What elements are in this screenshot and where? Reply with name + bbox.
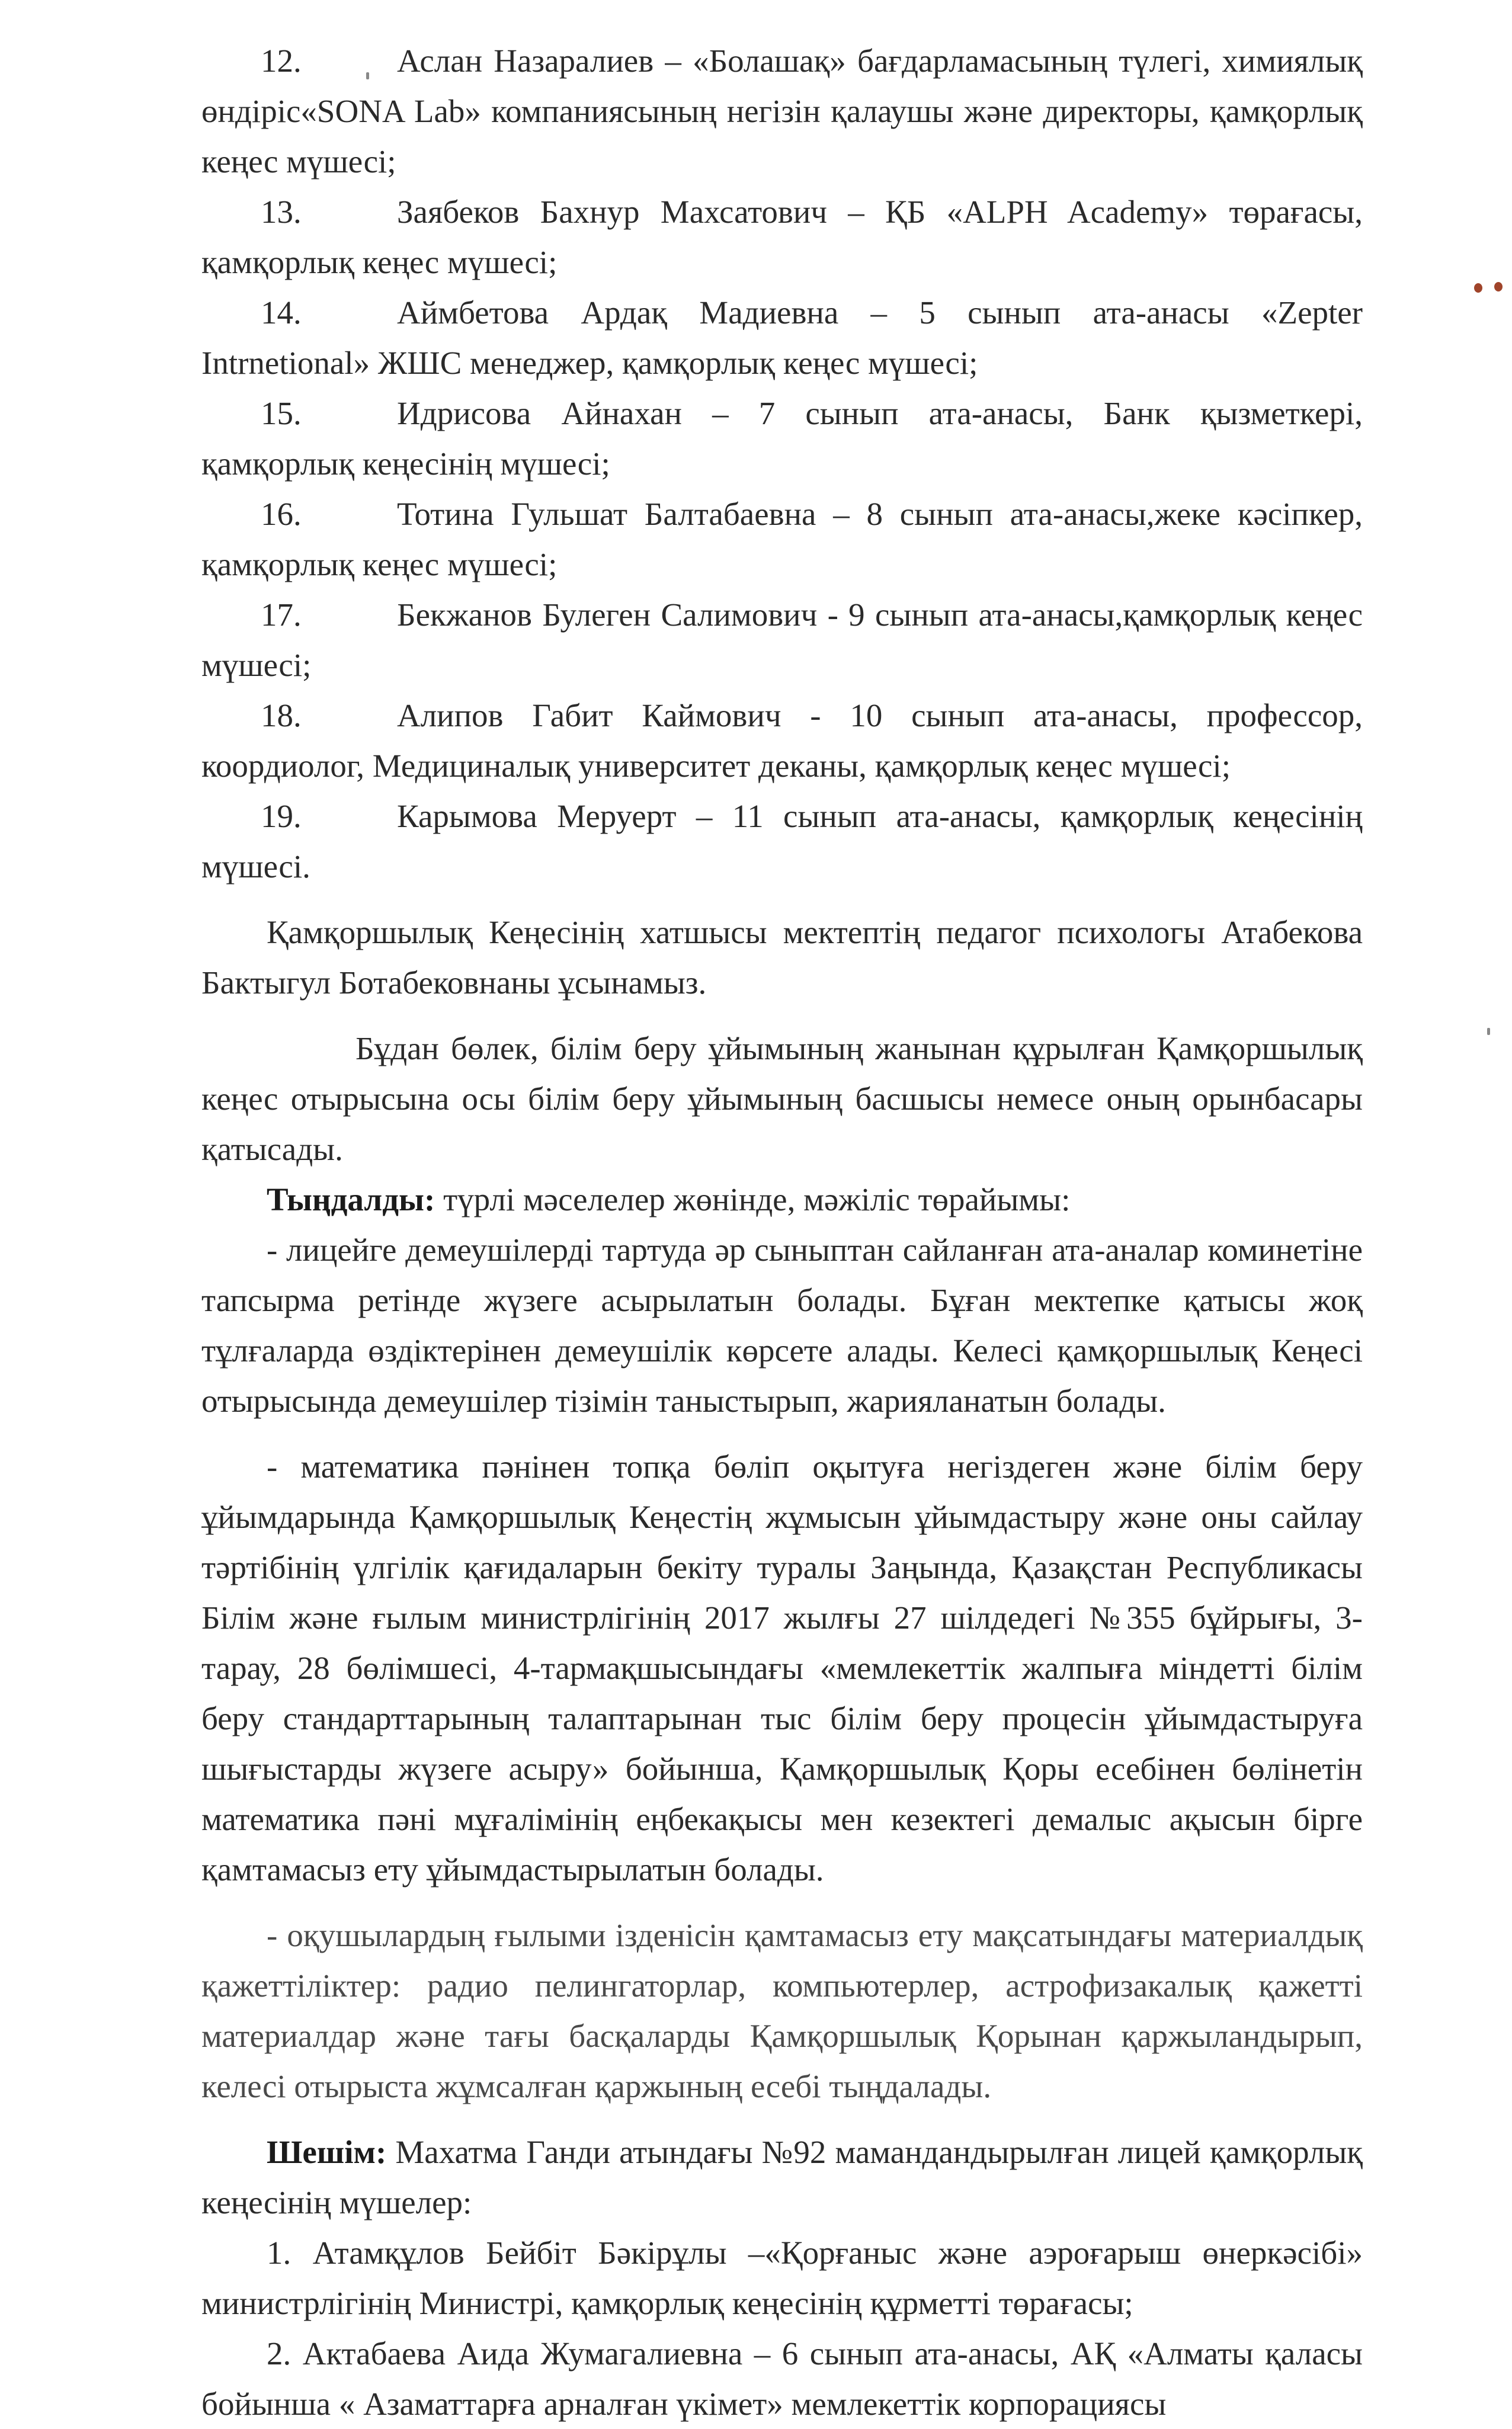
heard-point: - математика пәнінен топқа бөліп оқытуға негіздеген және білім беру ұйымдарында Қамқоршылық Кеңестің жұмысын ұйымдастыру және оны сайлау тәртібінің үлгілік қағидаларын бекіту туралы Заңында, Қазақстан Республикасы Білім және ғылым министрлігінің 2017 жылғы 27 шілдедегі №355 бұйрығы, 3-тарау, 28 бөлімшесі, 4-тармақшысындағы «мемлекеттік жалпыға міндетті білім беру стандарттарының талаптарынан тыс білім беру процесін ұйымдастыруға шығыстарды жүзеге асыру» бойынша, Қамқоршылық Қоры есебінен бөлінетін математика пәні мұғалімінің еңбекақысы мен кезектегі демалыс ақысын бірге қамтамасыз ету ұйымдастырылатын болады. <box>201 1449 1363 1888</box>
decision-intro <box>201 2127 1363 2228</box>
item-text: Бекжанов Булеген Салимович - 9 сынып ата-анасы,қамқорлық кеңес мүшесі; <box>201 597 1363 683</box>
item-number: 14. <box>261 294 302 331</box>
member-item-12 <box>201 36 1363 187</box>
heard-section <box>201 1174 1363 2111</box>
decision-intro-text: Махатма Ганди атындағы №92 мамандандырылған лицей қамқорлық кеңесінің мүшелер: <box>201 2134 1363 2220</box>
member-item-14 <box>201 287 1363 388</box>
scan-stain-mark <box>1494 282 1503 291</box>
item-number: 18. <box>261 697 302 733</box>
scan-stain-mark <box>1474 283 1482 293</box>
item-text: Карымова Меруерт – 11 сынып ата-анасы, қамқорлық кеңесінің мүшесі. <box>201 798 1363 885</box>
heard-point: - оқушылардың ғылыми ізденісін қамтамасыз ету мақсатындағы материалдық қажеттіліктер: радио пелингаторлар, компьютерлер, астрофизакалық қажетті материалдар және тағы басқаларды Қамқоршылық Қорынан қаржыландырып, келесі отырыста жұмсалған қаржының есебі тыңдалады. <box>201 1917 1363 2104</box>
item-text: Алипов Габит Каймович - 10 сынып ата-анасы, профессор, коордиолог, Медициналық университет деканы, қамқорлық кеңес мүшесі; <box>201 697 1363 784</box>
members-list-continued <box>201 36 1363 892</box>
item-number: 12. <box>261 43 302 79</box>
heard-label: Тыңдалды: <box>267 1181 435 1217</box>
item-number: 16. <box>261 496 302 532</box>
item-number: 13. <box>261 194 302 230</box>
member-item-13 <box>201 187 1363 287</box>
item-text: Идрисова Айнахан – 7 сынып ата-анасы, Банк қызметкері, қамқорлық кеңесінің мүшесі; <box>201 395 1363 482</box>
secretary-paragraph: Қамқоршылық Кеңесінің хатшысы мектептің педагог психологы Атабекова Бактыгул Ботабековнаны ұсынамыз. <box>201 914 1363 1001</box>
member-item-15 <box>201 388 1363 489</box>
item-text: Тотина Гульшат Балтабаевна – 8 сынып ата-анасы,жеке кәсіпкер, қамқорлық кеңес мүшесі; <box>201 496 1363 582</box>
item-number: 15. <box>261 395 302 431</box>
heard-point: - лицейге демеушілерді тартуда әр сыныптан сайланған ата-аналар коминетіне тапсырма ретінде жүзеге асырылатын болады. Бұған мектепке қатысы жоқ тұлғаларда өздіктерінен демеушілік көрсете алады. Келесі қамқоршылық Кеңесі отырысында демеушілер тізімін таныстырып, жарияланатын болады. <box>201 1232 1363 1419</box>
additional-paragraph: Бұдан бөлек, білім беру ұйымының жанынан құрылған Қамқоршылық кеңес отырысына осы білім беру ұйымының басшысы немесе оның орынбасары қатысады. <box>201 1030 1363 1167</box>
decision-member-item: 2. Актабаева Аида Жумагалиевна – 6 сынып ата-анасы, АҚ «Алматы қаласы бойынша « Азаматтарға арналған үкімет» мемлекеттік корпорациясы <box>201 2335 1363 2422</box>
item-text: Аймбетова Ардақ Мадиевна – 5 сынып ата-анасы «Zepter Intrnetional» ЖШС менеджер, қамқорлық кеңес мүшесі; <box>201 294 1363 381</box>
decision-label: Шешім: <box>267 2134 387 2170</box>
item-number: 19. <box>261 798 302 834</box>
item-text: Заябеков Бахнур Махсатович – ҚБ «ALPH Academy» төрағасы, қамқорлық кеңес мүшесі; <box>201 194 1363 280</box>
member-item-18 <box>201 690 1363 791</box>
scan-speck-mark <box>1487 1028 1490 1035</box>
scan-speck-mark <box>366 72 369 79</box>
member-item-19 <box>201 791 1363 892</box>
member-item-16 <box>201 489 1363 589</box>
heard-intro <box>201 1174 1363 1225</box>
heard-intro-text: түрлі мәселелер жөнінде, мәжіліс төрайымы: <box>435 1181 1071 1217</box>
decision-section <box>201 2127 1363 2429</box>
document-page <box>201 36 1363 2429</box>
item-number: 17. <box>261 597 302 633</box>
member-item-17 <box>201 589 1363 690</box>
decision-member-item: 1. Атамқұлов Бейбіт Бәкірұлы –«Қорғаныс және аэроғарыш өнеркәсібі» министрлігінің Министрі, қамқорлық кеңесінің құрметті төрағасы; <box>201 2235 1363 2321</box>
item-text: Аслан Назаралиев – «Болашақ» бағдарламасының түлегі, химиялық өндіріс«SONA Lab» компаниясының негізін қалаушы және директоры, қамқорлық кеңес мүшесі; <box>201 43 1363 180</box>
